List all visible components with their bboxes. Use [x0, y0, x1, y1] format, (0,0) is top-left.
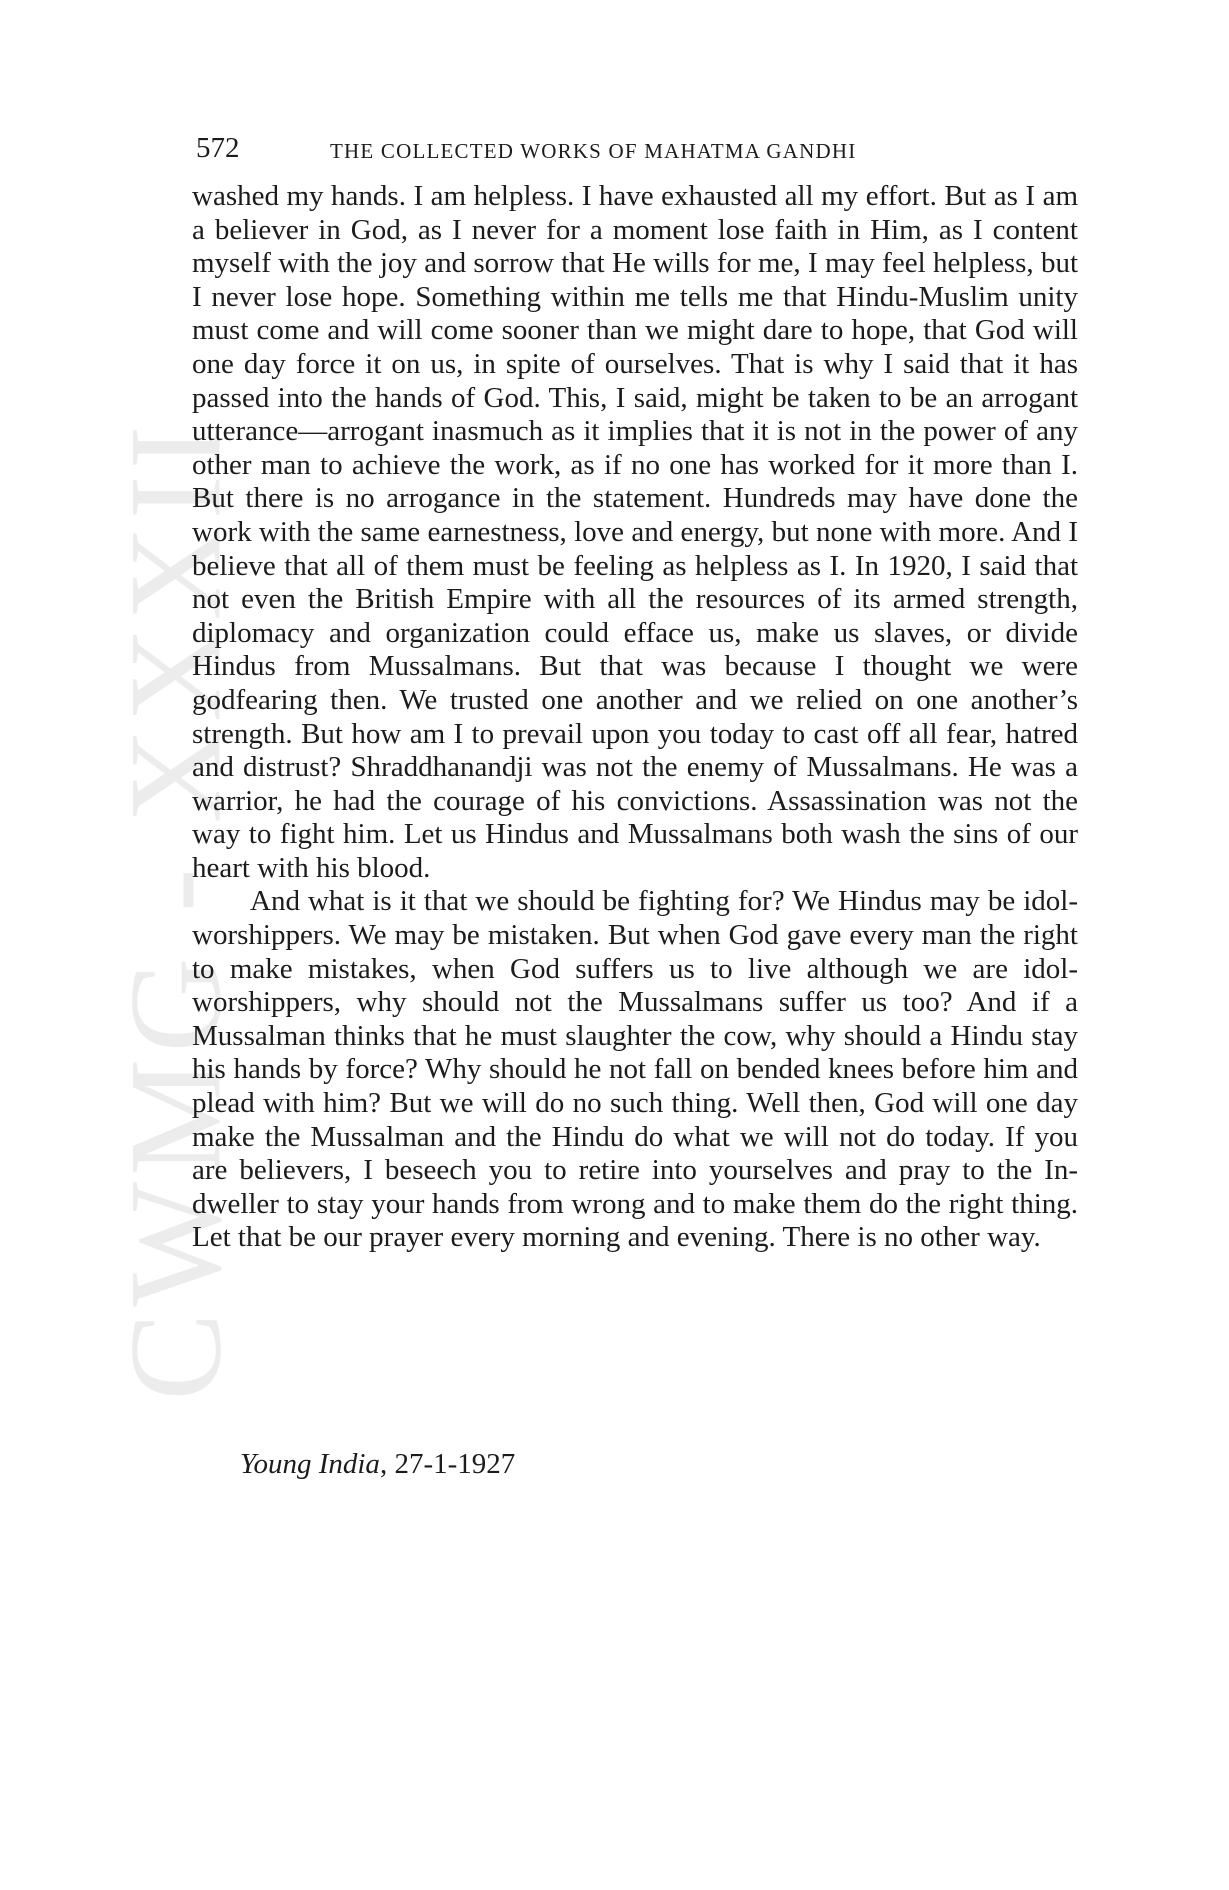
- source-publication: Young India: [240, 1448, 380, 1480]
- running-head-title: THE COLLECTED WORKS OF MAHATMA GANDHI: [330, 139, 857, 163]
- watermark-text: CWMG - XXXII: [101, 419, 249, 1401]
- source-separator: ,: [379, 1448, 388, 1480]
- body-text: [192, 180, 1078, 1255]
- running-head: [196, 130, 1081, 170]
- paragraph-1: washed my hands. I am helpless. I have exhausted all my effort. But as I am a believer in God, as I never for a moment lose faith in Him, as I content myself with the joy and sorrow that He wills for me, I may feel helpless, but I never lose hope. Something within me tells me that Hindu-Muslim unity must come and will come sooner than we might dare to hope, that God will one day force it on us, in spite of ourselves. That is why I said that it has passed into the hands of God. This, I said, might be taken to be an arrogant utterance—arrogant inasmuch as it implies that it is not in the power of any other man to achieve the work, as if no one has worked for it more than I. But there is no arrogance in the statement. Hundreds may have done the work with the same earnestness, love and energy, but none with more. And I believe that all of them must be feeling as helpless as I. In 1920, I said that not even the British Empire with all the resources of its armed strength, diplomacy and organization could efface us, make us slaves, or divide Hindus from Mussalmans. But that was because I thought we were godfearing then. We trusted one another and we relied on one another’s strength. But how am I to prevail upon you today to cast off all fear, hatred and distrust? Shraddhanandji was not the enemy of Mussalmans. He was a warrior, he had the courage of his convictions. Assassination was not the way to fight him. Let us Hindus and Mussalmans both wash the sins of our heart with his blood.: [192, 180, 1078, 884]
- source-date: 27-1-1927: [394, 1448, 516, 1480]
- page-number: 572: [196, 132, 240, 164]
- paragraph-2: And what is it that we should be fighting for? We Hindus may be idol-worshippers. We may be mistaken. But when God gave every man the right to make mistakes, when God suffers us to live although we are idol-worshippers, why should not the Mussalmans suffer us too? And if a Mussalman thinks that he must slaughter the cow, why should a Hindu stay his hands by force? Why should he not fall on bended knees before him and plead with him? But we will do no such thing. Well then, God will one day make the Mussalman and the Hindu do what we will not do today. If you are believers, I beseech you to retire into yourselves and pray to the In-dweller to stay your hands from wrong and to make them do the right thing. Let that be our prayer every morning and evening. There is no other way.: [192, 885, 1078, 1254]
- source-citation: [240, 1446, 515, 1482]
